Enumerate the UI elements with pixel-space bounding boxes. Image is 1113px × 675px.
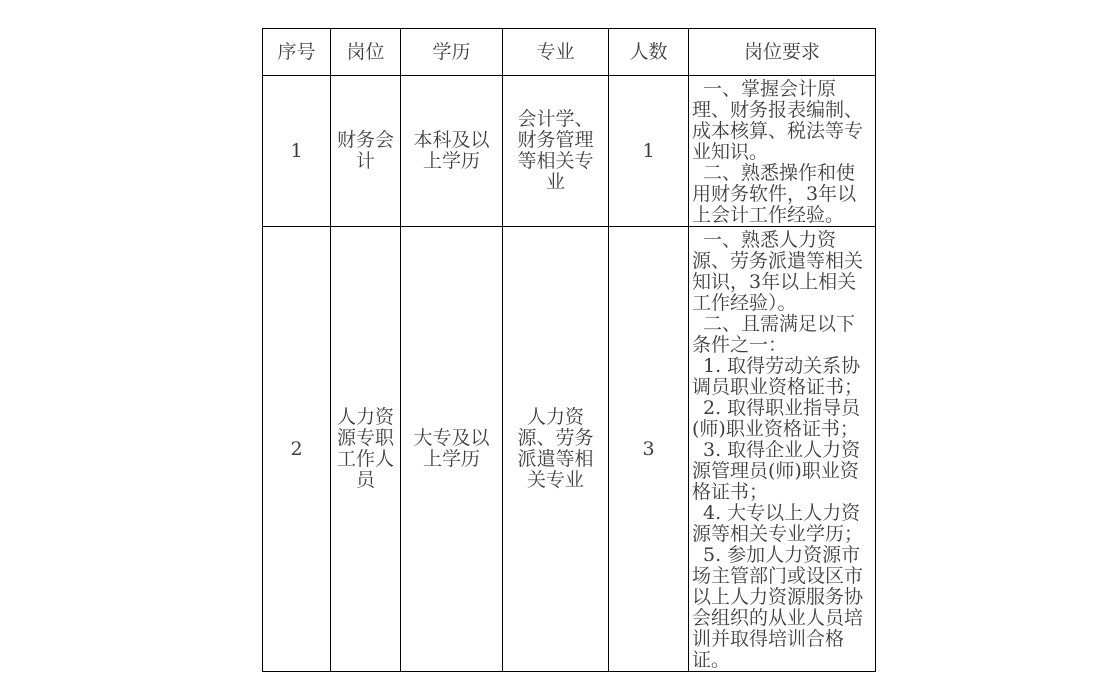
requirement-paragraph: 一、掌握会计原理、财务报表编制、成本核算、税法等专业知识。 bbox=[692, 78, 864, 163]
requirement-paragraph: 5. 参加人力资源市场主管部门或设区市以上人力资源服务协会组织的从业人员培训并取得培训合格证。 bbox=[692, 544, 864, 671]
cell-requirements bbox=[689, 227, 876, 672]
cell-major: 会计学、财务管理等相关专业 bbox=[503, 76, 609, 227]
cell-index: 1 bbox=[263, 76, 331, 227]
job-table bbox=[262, 28, 876, 672]
header-row bbox=[263, 29, 876, 76]
cell-education: 本科及以上学历 bbox=[401, 76, 503, 227]
requirement-paragraph: 3. 取得企业人力资源管理员(师)职业资格证书； bbox=[692, 439, 861, 503]
col-header-major: 专业 bbox=[503, 29, 609, 76]
col-header-position: 岗位 bbox=[331, 29, 401, 76]
requirement-paragraph: 4. 大专以上人力资源等相关专业学历； bbox=[692, 502, 864, 545]
col-header-education: 学历 bbox=[401, 29, 503, 76]
requirement-paragraph: 二、熟悉操作和使用财务软件，3年以上会计工作经验。 bbox=[692, 162, 857, 226]
requirement-paragraph: 二、且需满足以下条件之一： bbox=[692, 313, 856, 356]
table-row bbox=[263, 76, 876, 227]
cell-position: 财务会计 bbox=[331, 76, 401, 227]
col-header-count: 人数 bbox=[609, 29, 689, 76]
table-row bbox=[263, 227, 876, 672]
cell-education: 大专及以上学历 bbox=[401, 227, 503, 672]
cell-position: 人力资源专职工作人员 bbox=[331, 227, 401, 672]
cell-requirements bbox=[689, 76, 876, 227]
cell-major: 人力资源、劳务派遣等相关专业 bbox=[503, 227, 609, 672]
requirement-paragraph: 一、熟悉人力资源、劳务派遣等相关知识，3年以上相关工作经验）。 bbox=[692, 229, 864, 314]
col-header-requirements: 岗位要求 bbox=[689, 29, 876, 76]
cell-count: 3 bbox=[609, 227, 689, 672]
requirement-paragraph: 1. 取得劳动关系协调员职业资格证书； bbox=[692, 355, 864, 398]
col-header-index: 序号 bbox=[263, 29, 331, 76]
cell-count: 1 bbox=[609, 76, 689, 227]
cell-index: 2 bbox=[263, 227, 331, 672]
requirement-paragraph: 2. 取得职业指导员(师)职业资格证书； bbox=[692, 397, 861, 440]
